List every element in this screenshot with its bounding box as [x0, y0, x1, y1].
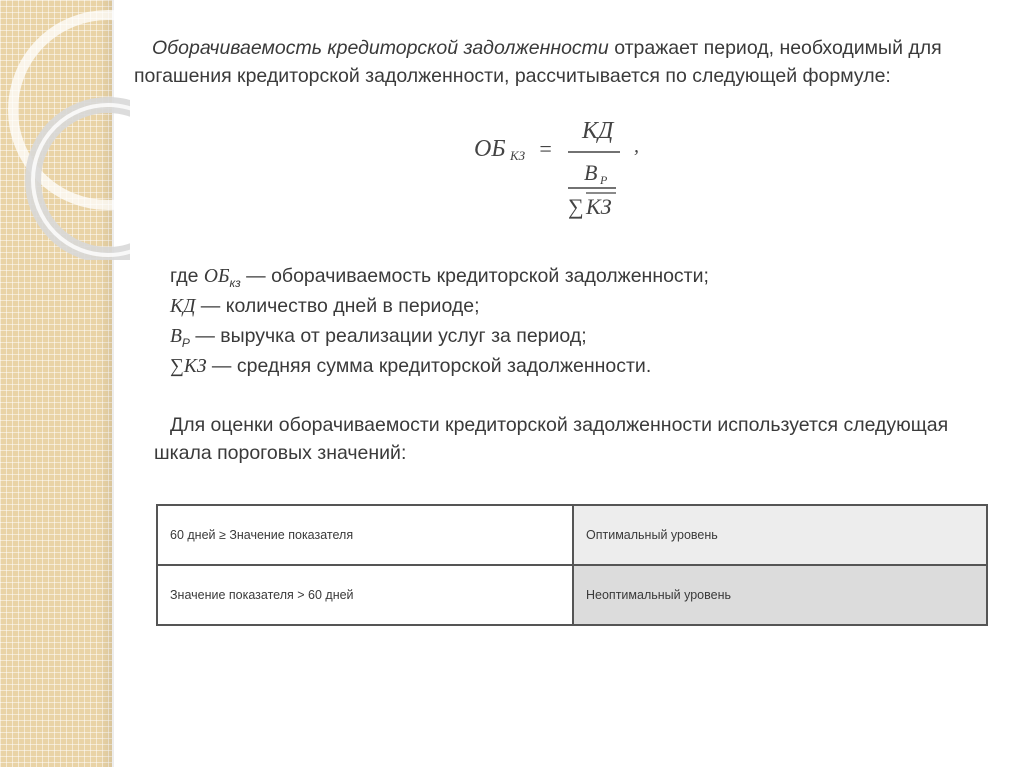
table-row [157, 565, 987, 625]
intro-line1-rest: отражает период, необходимый для [608, 37, 942, 59]
table-row [157, 505, 987, 565]
decorative-rings [0, 0, 130, 260]
formula-equals: = [538, 136, 553, 161]
definition-text: — средняя сумма кредиторской задолженности. [206, 355, 652, 377]
formula-drawing [470, 112, 660, 232]
definition-symbol-sub: Р [181, 335, 190, 350]
formula-lhs: ОБ [474, 136, 506, 162]
formula-inner-numerator: В [584, 160, 598, 185]
intro-line2: погашения кредиторской задолженности, рассчитывается по следующей формуле: [134, 65, 891, 87]
table-cell-condition: 60 дней ≥ Значение показателя [157, 505, 573, 565]
definition-item [170, 262, 970, 292]
definition-symbol: ОБ [203, 266, 230, 287]
definition-symbol: В [170, 326, 182, 347]
intro-term: Оборачиваемость кредиторской задолженности [152, 37, 609, 59]
definition-text: — оборачиваемость кредиторской задолженности; [240, 265, 709, 287]
definitions-list [170, 262, 970, 382]
table-cell-condition: Значение показателя > 60 дней [157, 565, 573, 625]
formula-sigma: ∑ [568, 194, 584, 219]
threshold-table [156, 504, 988, 626]
table-cell-level: Оптимальный уровень [573, 505, 987, 565]
scale-line1: Для оценки оборачиваемости кредиторской задолженности используется следующая [170, 414, 949, 436]
definition-symbol: ∑КЗ [170, 356, 207, 377]
definition-item [170, 352, 970, 382]
definition-item [170, 292, 970, 322]
formula-lhs-sub: КЗ [510, 148, 526, 163]
formula-comma: , [634, 135, 639, 157]
definition-symbol-sub: кз [229, 275, 241, 290]
table-cell-level: Неоптимальный уровень [573, 565, 987, 625]
definition-prefix: где [170, 265, 204, 287]
definition-item [170, 322, 970, 352]
definition-text: — количество дней в периоде; [195, 295, 480, 317]
formula-inner-numerator-sub: Р [600, 173, 608, 187]
formula [470, 112, 660, 232]
formula-numerator: КД [582, 118, 614, 144]
scale-paragraph [154, 411, 1000, 467]
scale-line2: шкала пороговых значений: [154, 442, 407, 464]
definition-symbol: КД [170, 296, 196, 317]
intro-paragraph [134, 34, 982, 90]
formula-inner-denominator: КЗ [586, 194, 612, 219]
definition-text: — выручка от реализации услуг за период; [189, 325, 587, 347]
